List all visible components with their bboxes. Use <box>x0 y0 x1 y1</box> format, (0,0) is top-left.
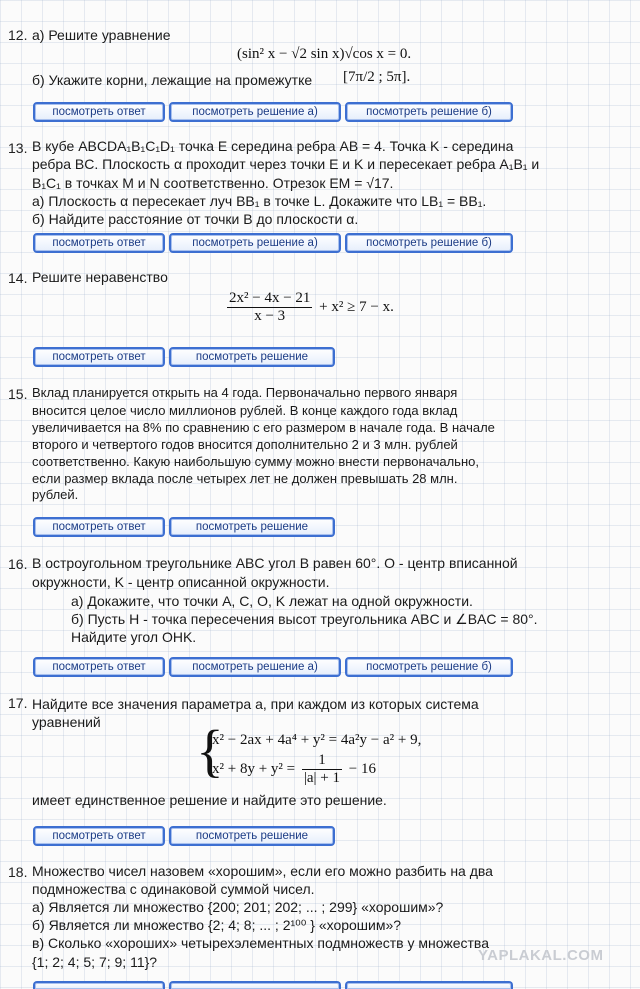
problem-text-line: В остроугольном треугольнике ABC угол B равен 60°. O - центр вписанной <box>32 555 518 571</box>
fraction <box>227 290 312 325</box>
problem-text-line: Решите неравенство <box>32 269 168 285</box>
system-brace: { <box>196 718 224 783</box>
system-equation-2 <box>212 752 376 787</box>
problem-text-line: Вклад планируется открыть на 4 года. Первоначально первого января <box>32 385 458 400</box>
numerator: 1 <box>302 752 342 770</box>
problem-text-line: в) Сколько «хороших» четырехэлементных подмножеств у множества <box>32 935 489 951</box>
numerator: 2x² − 4x − 21 <box>229 290 311 306</box>
problem-text-line: уравнений <box>32 714 101 730</box>
problem-text-line: вносится целое число миллионов рублей. В конце каждого года вклад <box>32 403 458 418</box>
problem-text-line: а) Решите уравнение <box>32 27 171 43</box>
problem-text-line: второго и четвертого годов вносится дополнительно 2 и 3 млн. рублей <box>32 437 458 452</box>
problem-text-line: рублей. <box>32 487 79 502</box>
problem-text-line: {1; 2; 4; 5; 7; 9; 11}? <box>32 954 158 970</box>
cut-off-button[interactable] <box>169 981 341 989</box>
problem-text-line: соответственно. Какую наибольшую сумму можно внести первоначально, <box>32 454 479 469</box>
problem-number: 13. <box>8 140 28 156</box>
problem-text-line: б) Укажите корни, лежащие на промежутке <box>32 72 313 88</box>
problem-text-line: б) Найдите расстояние от точки B до плоскости α. <box>32 211 359 227</box>
problem-text-line: Найдите все значения параметра a, при каждом из которых система <box>32 696 479 712</box>
show-solution-a-button[interactable]: посмотреть решение а) <box>169 102 341 122</box>
show-solution-button[interactable]: посмотреть решение <box>169 826 335 846</box>
inequality-rest: + x² ≥ 7 − x. <box>319 298 394 315</box>
problem-number: 15. <box>8 386 28 402</box>
problem-text-line: б) Является ли множество {2; 4; 8; ... ; 2¹⁰⁰ } «хорошим»? <box>32 917 402 933</box>
show-answer-button[interactable]: посмотреть ответ <box>33 657 165 677</box>
show-solution-b-button[interactable]: посмотреть решение б) <box>345 233 513 253</box>
problem-text-line: B₁C₁ в точках M и N соответственно. Отрезок EM = √17. <box>32 175 394 191</box>
problem-text-line: имеет единственное решение и найдите это решение. <box>32 792 387 808</box>
problem-text-line: ребра BC. Плоскость α проходит через точки E и K и пересекает ребра A₁B₁ и <box>32 156 540 172</box>
equation-right: − 16 <box>348 760 376 777</box>
problem-number: 14. <box>8 270 28 286</box>
show-answer-button[interactable]: посмотреть ответ <box>33 347 165 367</box>
problem-text-line: б) Пусть H - точка пересечения высот треугольника ABC и ∠BAC = 80°. <box>71 611 538 627</box>
problem-text-line: окружности, K - центр описанной окружности. <box>32 574 330 590</box>
inequality <box>224 290 394 325</box>
problem-text-line: а) Плоскость α пересекает луч BB₁ в точке L. Докажите что LB₁ = BB₁. <box>32 193 487 209</box>
show-solution-button[interactable]: посмотреть решение <box>169 347 335 367</box>
show-answer-button[interactable]: посмотреть ответ <box>33 102 165 122</box>
show-solution-b-button[interactable]: посмотреть решение б) <box>345 102 513 122</box>
denominator: x − 3 <box>254 308 286 324</box>
fraction <box>302 752 342 787</box>
show-solution-button[interactable]: посмотреть решение <box>169 517 335 537</box>
denominator: |a| + 1 <box>303 770 340 786</box>
problem-text-line: подмножества с одинаковой суммой чисел. <box>32 881 315 897</box>
show-answer-button[interactable]: посмотреть ответ <box>33 517 165 537</box>
site-watermark: YAPLAKAL.COM <box>478 947 604 964</box>
problem-text-line: а) Является ли множество {200; 201; 202; ... ; 299} «хорошим»? <box>32 899 444 915</box>
equation: (sin² x − √2 sin x)√cos x = 0. <box>237 46 412 62</box>
problem-text-line: Найдите угол OHK. <box>71 629 197 645</box>
show-solution-a-button[interactable]: посмотреть решение а) <box>169 657 341 677</box>
problem-text-line: если размер вклада после четырех лет не должен превышать 28 млн. <box>32 471 458 486</box>
problem-text-line: а) Докажите, что точки A, C, O, K лежат на одной окружности. <box>71 593 473 609</box>
show-solution-b-button[interactable]: посмотреть решение б) <box>345 657 513 677</box>
show-solution-a-button[interactable]: посмотреть решение а) <box>169 233 341 253</box>
cut-off-button[interactable] <box>345 981 513 989</box>
show-answer-button[interactable]: посмотреть ответ <box>33 233 165 253</box>
problem-text-line: увеличивается на 8% по сравнению с его размером в начале года. В начале <box>32 420 495 435</box>
problem-number: 16. <box>8 556 28 572</box>
cut-off-button[interactable] <box>33 981 165 989</box>
problem-text-line: В кубе ABCDA₁B₁C₁D₁ точка E середина ребра AB = 4. Точка K - середина <box>32 138 514 154</box>
equation-left: x² + 8y + y² = <box>212 760 296 777</box>
show-answer-button[interactable]: посмотреть ответ <box>33 826 165 846</box>
problem-number: 12. <box>8 27 28 43</box>
interval: [7π/2 ; 5π]. <box>343 69 411 85</box>
problem-number: 18. <box>8 864 28 880</box>
problem-number: 17. <box>8 695 28 711</box>
problem-text-line: Множество чисел назовем «хорошим», если его можно разбить на два <box>32 863 493 879</box>
system-equation-1: x² − 2ax + 4a⁴ + y² = 4a²y − a² + 9, <box>212 732 422 748</box>
